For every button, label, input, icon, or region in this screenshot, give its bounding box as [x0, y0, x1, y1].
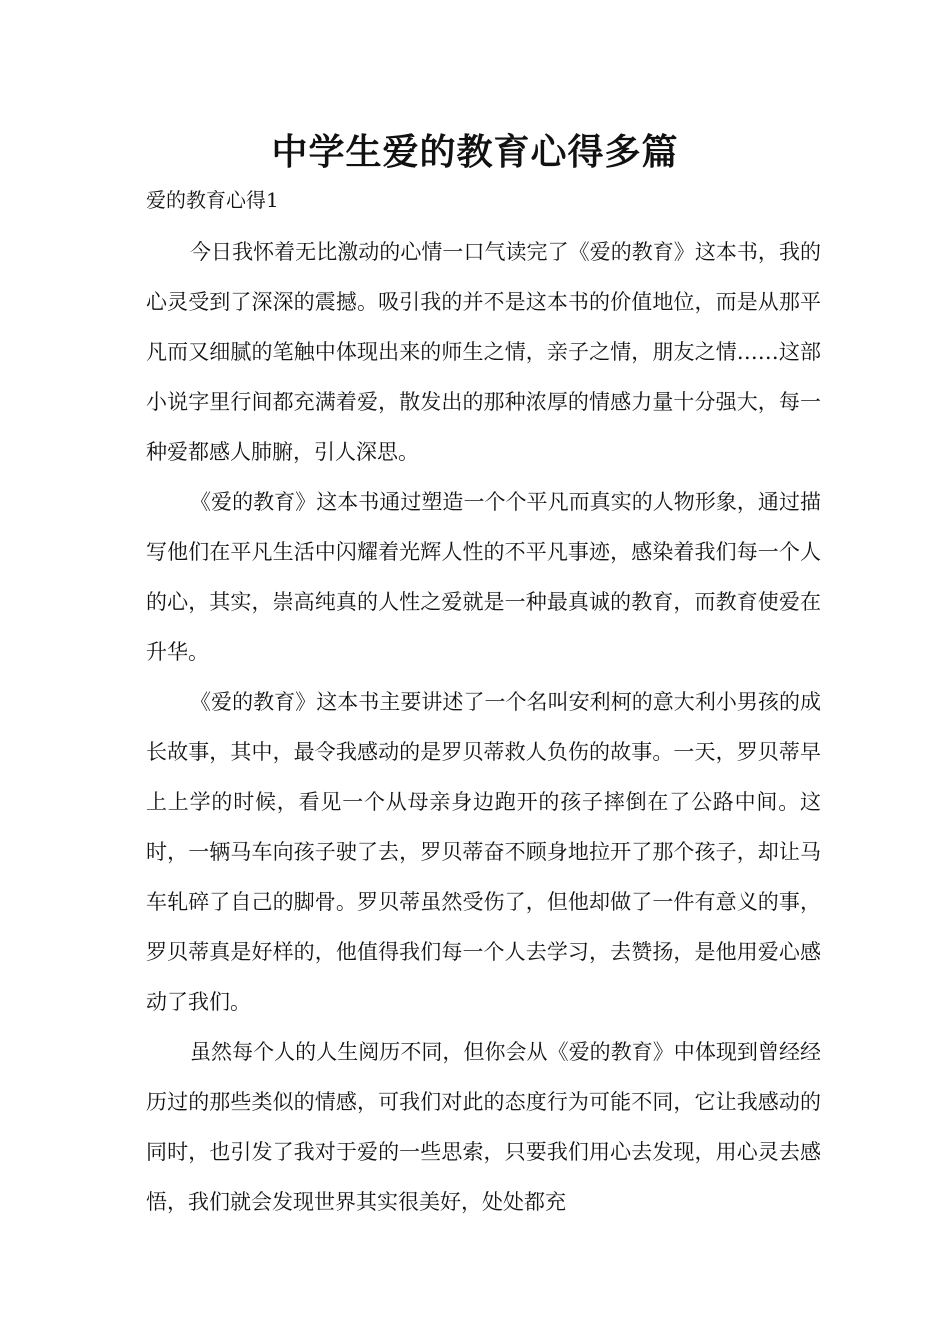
section-heading: 爱的教育心得1 — [146, 188, 279, 212]
paragraph-1: 今日我怀着无比激动的心情一口气读完了《爱的教育》这本书，我的心灵受到了深深的震撼。吸引我的并不是这本书的价值地位，而是从那平凡而又细腻的笔触中体现出来的师生之情，亲子之情，朋友之情……这部小说字里行间都充满着爱，散发出的那种浓厚的情感力量十分强大，每一种爱都感人肺腑，引人深思。 — [146, 240, 821, 464]
document-title: 中学生爱的教育心得多篇 — [271, 131, 679, 173]
paragraph-2: 《爱的教育》这本书通过塑造一个个平凡而真实的人物形象，通过描写他们在平凡生活中闪耀着光辉人性的不平凡事迹，感染着我们每一个人的心，其实，崇高纯真的人性之爱就是一种最真诚的教育，而教育使爱在升华。 — [146, 490, 821, 664]
paragraph-3: 《爱的教育》这本书主要讲述了一个名叫安利柯的意大利小男孩的成长故事，其中，最令我感动的是罗贝蒂救人负伤的故事。一天，罗贝蒂早上上学的时候，看见一个从母亲身边跑开的孩子摔倒在了公路中间。这时，一辆马车向孩子驶了去，罗贝蒂奋不顾身地拉开了那个孩子，却让马车轧碎了自己的脚骨。罗贝蒂虽然受伤了，但他却做了一件有意义的事，罗贝蒂真是好样的，他值得我们每一个人去学习，去赞扬，是他用爱心感动了我们。 — [146, 690, 821, 1014]
paragraph-4: 虽然每个人的人生阅历不同，但你会从《爱的教育》中体现到曾经经历过的那些类似的情感，可我们对此的态度行为可能不同，它让我感动的同时，也引发了我对于爱的一些思索，只要我们用心去发现，用心灵去感悟，我们就会发现世界其实很美好，处处都充 — [146, 1040, 821, 1214]
